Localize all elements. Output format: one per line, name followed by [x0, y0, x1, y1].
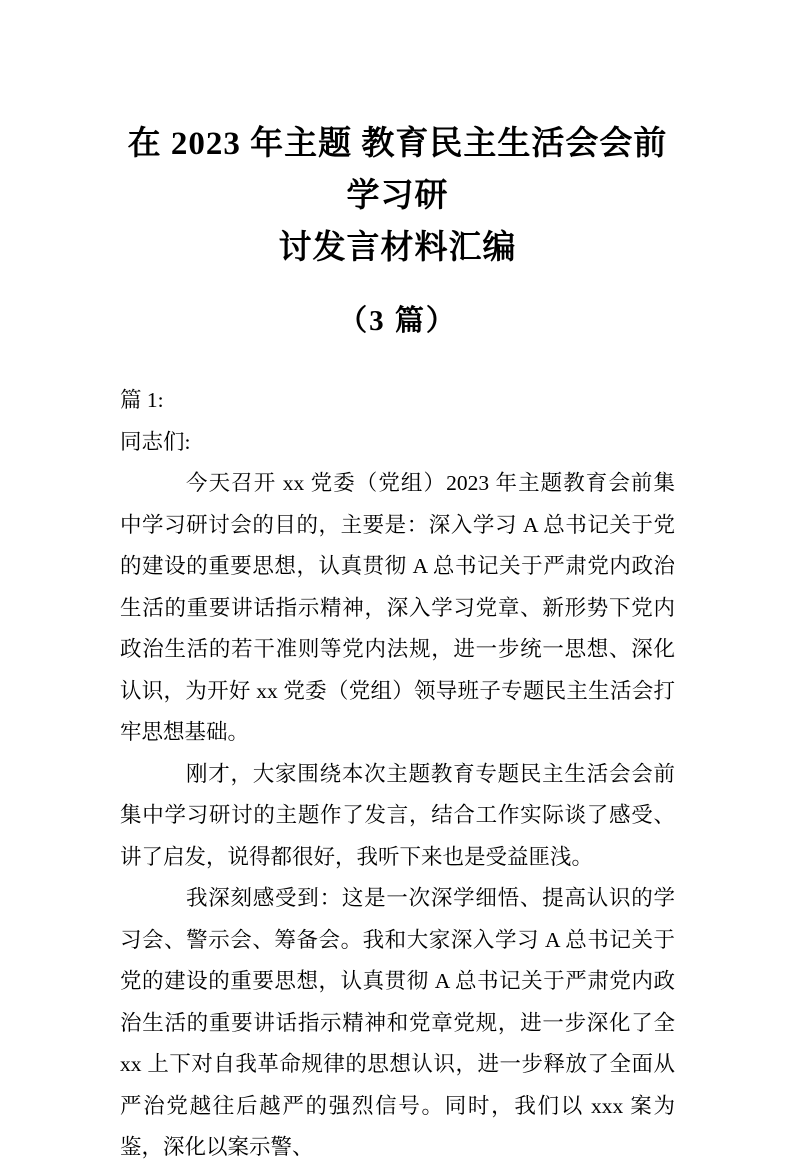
document-subtitle-piece-count: （3 篇） [338, 305, 457, 337]
body-paragraph-reflections: 我深刻感受到：这是一次深学细悟、提高认识的学习会、警示会、筹备会。我和大家深入学习 A 总书记关于党的建设的重要思想，认真贯彻 A 总书记关于严肃党内政治生活的重要讲话指示精神和党章党规，进一步深化了全 xx 上下对自我革命规律的思想认识，进一步释放了全面从严治党越往后越严的强烈信号。同时，我们以 xxx 案为鉴，深化以案示警、 [120, 886, 675, 1159]
document-title-line-2: 讨发言材料汇编 [278, 230, 517, 266]
document-title-line-1: 在 2023 年主题 教育民主生活会会前学习研 [127, 126, 668, 214]
salutation-comrades: 同志们: [120, 429, 191, 454]
body-paragraph-purpose: 今天召开 xx 党委（党组）2023 年主题教育会前集中学习研讨会的目的，主要是：深入学习 A 总书记关于党的建设的重要思想，认真贯彻 A 总书记关于严肃党内政治生活的重要讲话指示精神，深入学习党章、新形势下党内政治生活的若干准则等党内法规，进一步统一思想、深化认识，为开好 xx 党委（党组）领导班子专题民主生活会打牢思想基础。 [120, 471, 675, 744]
body-paragraph-remarks: 刚才，大家围绕本次主题教育专题民主生活会会前集中学习研讨的主题作了发言，结合工作实际谈了感受、讲了启发，说得都很好，我听下来也是受益匪浅。 [120, 761, 675, 869]
document-body [120, 380, 675, 1169]
document-title [120, 118, 675, 274]
section-label-piece-1: 篇 1: [120, 388, 164, 412]
